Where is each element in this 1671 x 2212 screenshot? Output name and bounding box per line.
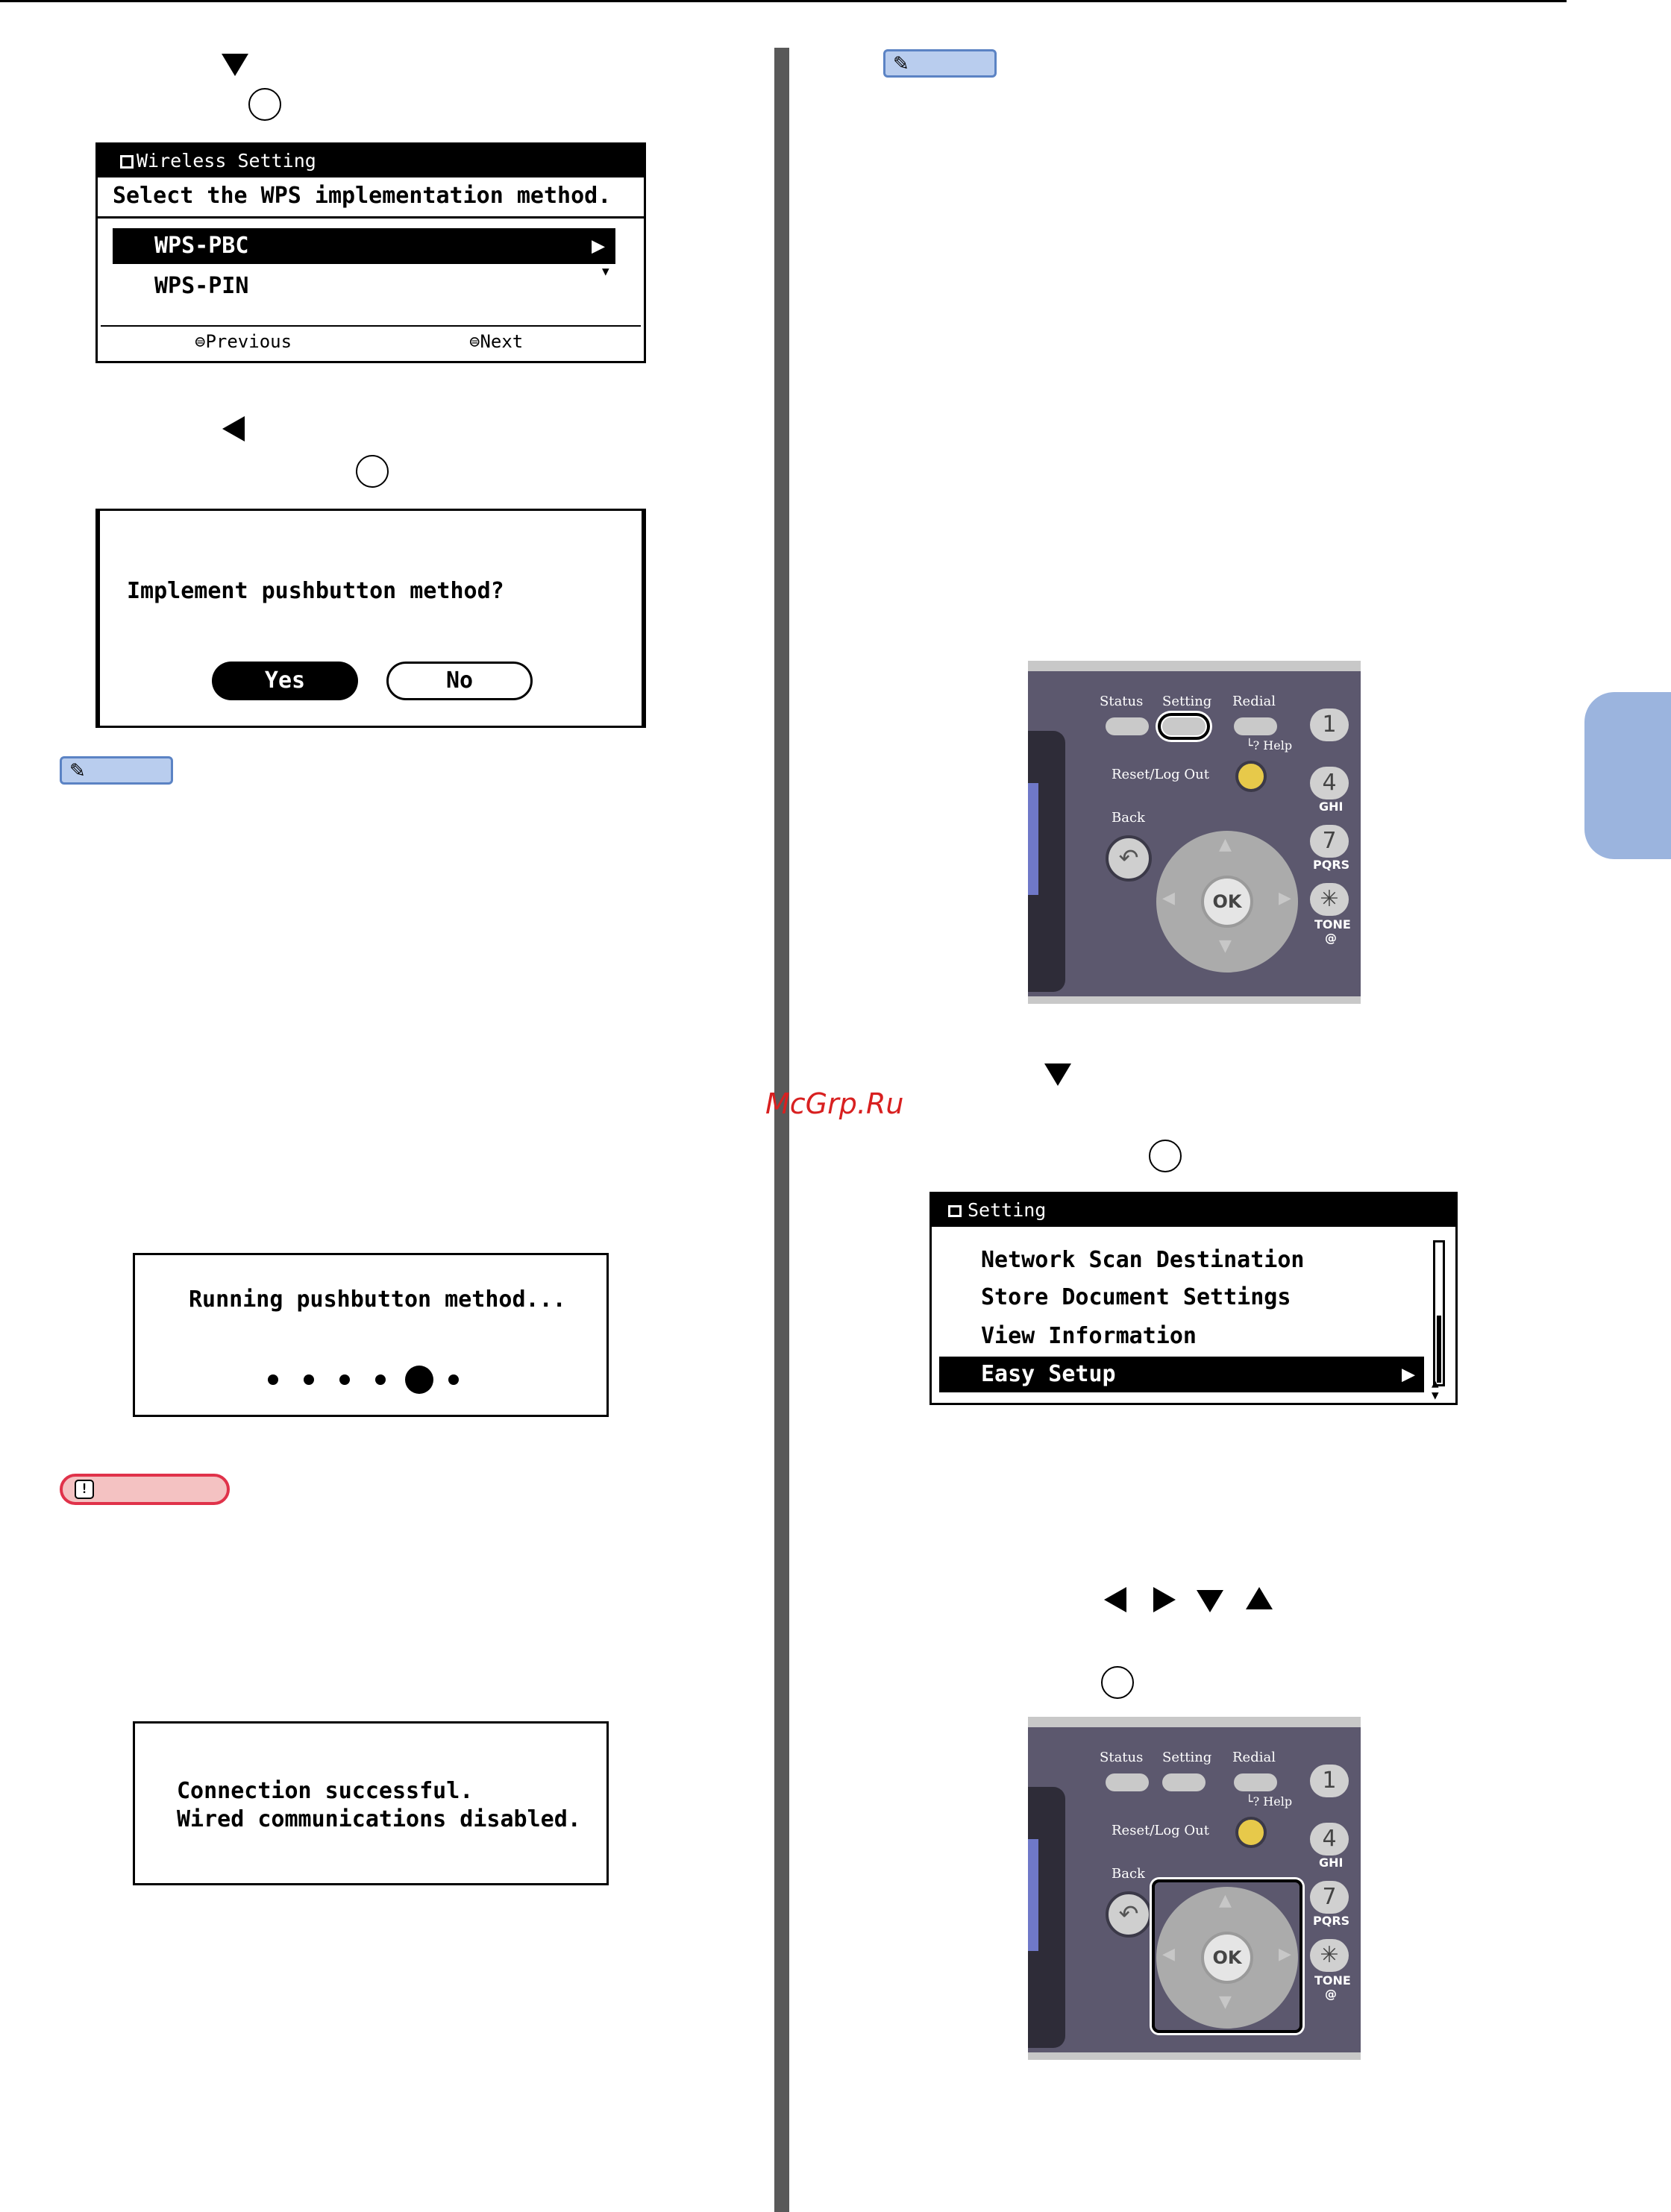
running-screen xyxy=(133,1253,609,1417)
setting-button[interactable] xyxy=(1162,717,1206,735)
back-arrow-icon: ↶ xyxy=(1118,843,1139,872)
pencil-icon: ✎ xyxy=(69,760,86,782)
reset-logout-label: Reset/Log Out xyxy=(1112,767,1210,782)
watermark: McGrp.Ru xyxy=(765,1087,904,1120)
control-panel-navigation xyxy=(1028,1717,1361,2060)
down-arrow-icon xyxy=(1197,1590,1223,1612)
nav-up-icon: ▲ xyxy=(1219,835,1232,854)
play-arrow-icon: ▶ xyxy=(591,233,605,259)
setting-label: Setting xyxy=(1162,1750,1212,1765)
exclamation-icon: ! xyxy=(75,1480,94,1499)
key-7-letters: PQRS xyxy=(1313,1914,1350,1928)
status-label: Status xyxy=(1100,1750,1144,1765)
screen-titlebar xyxy=(932,1194,1455,1227)
ok-icon: ⊜ xyxy=(469,331,480,352)
help-label: └? Help xyxy=(1246,738,1293,752)
pencil-icon: ✎ xyxy=(893,53,909,75)
setting-label: Setting xyxy=(1162,694,1212,709)
key-4-letters: GHI xyxy=(1319,1856,1344,1870)
scroll-updown-icon: ▲ ▼ xyxy=(1432,1376,1439,1402)
redial-label: Redial xyxy=(1232,1750,1276,1765)
reset-logout-label: Reset/Log Out xyxy=(1112,1823,1210,1838)
key-4[interactable]: 4 xyxy=(1310,767,1349,799)
success-line-2: Wired communications disabled. xyxy=(177,1806,581,1832)
at-label: @ xyxy=(1325,931,1337,945)
ok-button-icon xyxy=(1101,1666,1134,1699)
footer-previous-label: Previous xyxy=(205,331,292,352)
success-line-1: Connection successful. xyxy=(177,1778,474,1804)
menu-item-label: Easy Setup xyxy=(981,1361,1116,1387)
option-wps-pbc[interactable] xyxy=(113,228,615,264)
left-arrow-icon xyxy=(1104,1587,1126,1612)
at-label: @ xyxy=(1325,1987,1337,2001)
ok-button[interactable]: OK xyxy=(1201,1932,1253,1984)
reset-logout-button[interactable] xyxy=(1235,1817,1267,1848)
footer-next-label: Next xyxy=(480,331,524,352)
nav-left-icon: ◀ xyxy=(1162,889,1175,908)
screen-titlebar xyxy=(98,145,644,177)
setting-button[interactable] xyxy=(1162,1773,1206,1791)
nav-right-icon: ▶ xyxy=(1279,1945,1291,1964)
progress-dot-active xyxy=(405,1366,433,1394)
status-label: Status xyxy=(1100,694,1144,709)
back-label: Back xyxy=(1112,1866,1145,1882)
ok-button-icon xyxy=(356,455,389,488)
footer-next[interactable] xyxy=(469,331,523,352)
down-arrow-icon xyxy=(1044,1063,1071,1086)
footer-divider xyxy=(101,325,641,327)
confirm-screen xyxy=(95,509,646,728)
control-panel-setting xyxy=(1028,661,1361,1004)
down-arrow-icon xyxy=(222,54,248,76)
tone-label: TONE xyxy=(1314,917,1351,931)
redial-button[interactable] xyxy=(1234,717,1277,735)
menu-item[interactable]: Network Scan Destination xyxy=(981,1247,1305,1273)
key-star[interactable]: ✳ xyxy=(1310,1939,1349,1972)
back-button[interactable] xyxy=(1106,835,1152,882)
key-4-letters: GHI xyxy=(1319,799,1344,814)
top-rule xyxy=(0,0,1567,2)
key-1[interactable]: 1 xyxy=(1310,708,1349,741)
chapter-tab xyxy=(1584,692,1671,859)
running-message: Running pushbutton method... xyxy=(189,1286,566,1313)
play-arrow-icon: ▶ xyxy=(1401,1361,1415,1387)
yes-button[interactable]: Yes xyxy=(212,662,358,700)
screen-prompt: Select the WPS implementation method. xyxy=(98,177,644,219)
key-7-letters: PQRS xyxy=(1313,858,1350,872)
status-button[interactable] xyxy=(1106,717,1149,735)
no-button[interactable]: No xyxy=(386,662,533,700)
status-button[interactable] xyxy=(1106,1773,1149,1791)
nav-down-icon: ▼ xyxy=(1219,1993,1232,2011)
back-label: Back xyxy=(1112,810,1145,826)
menu-item[interactable]: View Information xyxy=(981,1323,1197,1349)
up-arrow-icon xyxy=(1246,1587,1273,1609)
scroll-down-icon: ▼ xyxy=(602,264,609,278)
key-7[interactable]: 7 xyxy=(1310,1881,1349,1914)
setting-menu-screen xyxy=(929,1192,1458,1405)
nav-up-icon: ▲ xyxy=(1219,1891,1232,1910)
column-separator xyxy=(774,48,789,2212)
left-arrow-icon xyxy=(222,416,245,442)
option-label: WPS-PBC xyxy=(154,233,249,259)
scrollbar-thumb[interactable] xyxy=(1437,1316,1441,1383)
reset-logout-button[interactable] xyxy=(1235,761,1267,792)
key-1[interactable]: 1 xyxy=(1310,1765,1349,1797)
note-badge xyxy=(60,1474,230,1505)
menu-item-selected[interactable] xyxy=(939,1357,1424,1392)
key-7[interactable]: 7 xyxy=(1310,825,1349,858)
screen-title: Setting xyxy=(968,1199,1047,1221)
ok-button-icon xyxy=(248,88,281,121)
success-screen xyxy=(133,1721,609,1885)
nav-right-icon: ▶ xyxy=(1279,889,1291,908)
screen-title: Wireless Setting xyxy=(137,150,316,172)
option-wps-pin[interactable]: WPS-PIN xyxy=(154,273,249,299)
progress-dot xyxy=(339,1374,350,1385)
redial-button[interactable] xyxy=(1234,1773,1277,1791)
printer-icon xyxy=(948,1205,962,1217)
memo-badge xyxy=(883,49,997,78)
nav-down-icon: ▼ xyxy=(1219,937,1232,955)
lcd-glow xyxy=(1028,1839,1038,1951)
back-arrow-icon: ↶ xyxy=(1118,1900,1139,1928)
key-star[interactable]: ✳ xyxy=(1310,883,1349,916)
back-icon: ⊜ xyxy=(195,331,206,352)
lcd-glow xyxy=(1028,783,1038,895)
ok-button[interactable]: OK xyxy=(1201,876,1253,928)
progress-dot xyxy=(304,1374,314,1385)
memo-badge xyxy=(60,756,173,785)
help-label: └? Help xyxy=(1246,1794,1293,1809)
wps-select-screen xyxy=(95,142,646,363)
progress-dot xyxy=(268,1374,278,1385)
back-button[interactable] xyxy=(1106,1891,1152,1938)
menu-item[interactable]: Store Document Settings xyxy=(981,1284,1291,1310)
progress-dot xyxy=(448,1374,459,1385)
tone-label: TONE xyxy=(1314,1973,1351,1988)
redial-label: Redial xyxy=(1232,694,1276,709)
key-4[interactable]: 4 xyxy=(1310,1823,1349,1856)
progress-dot xyxy=(375,1374,386,1385)
ok-button-icon xyxy=(1149,1140,1182,1172)
scrollbar[interactable] xyxy=(1433,1240,1445,1386)
nav-left-icon: ◀ xyxy=(1162,1945,1175,1964)
printer-icon xyxy=(120,155,134,169)
right-arrow-icon xyxy=(1153,1587,1176,1612)
confirm-question: Implement pushbutton method? xyxy=(127,578,504,604)
footer-previous[interactable] xyxy=(195,331,292,352)
